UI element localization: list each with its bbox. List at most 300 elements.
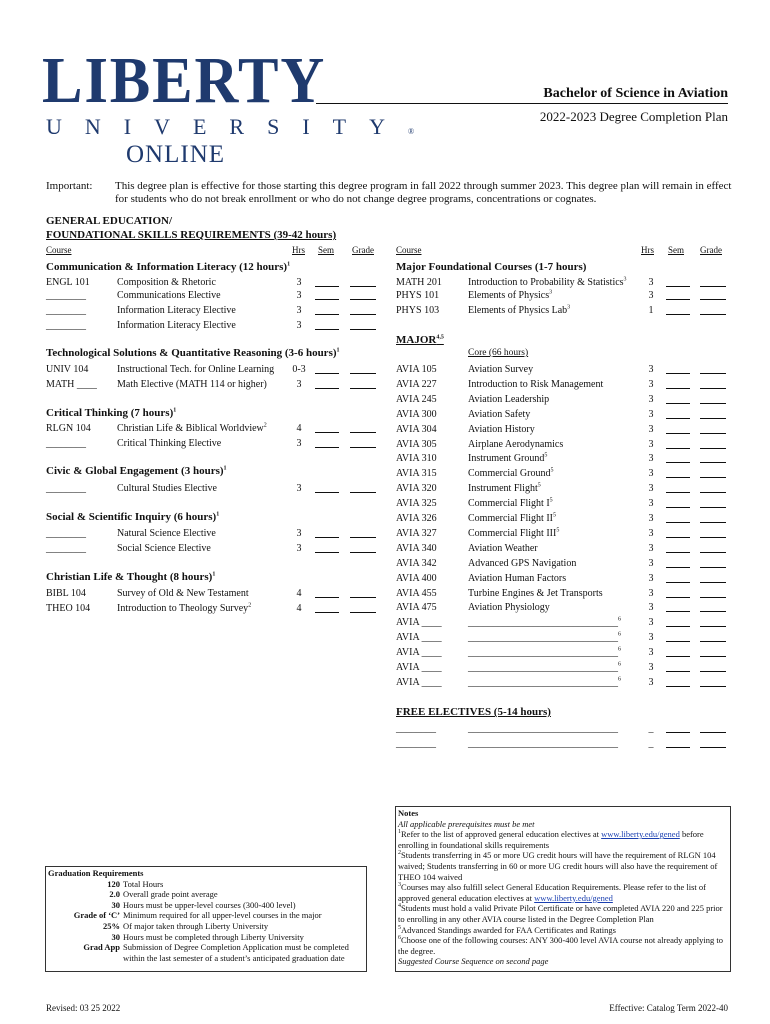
major-course-name-text: Airplane Aerodynamics — [468, 438, 564, 450]
free-elective-grade-field[interactable] — [700, 737, 726, 748]
major-foundational-course-name-text: Elements of Physics Lab — [468, 305, 568, 316]
gen-ed-course-name — [117, 304, 236, 318]
gen-ed-group-heading-text: Social & Scientific Inquiry (6 hours) — [46, 511, 217, 523]
gen-ed-group-heading-footnote-ref: 1 — [287, 261, 291, 268]
gen-ed-grade-field[interactable] — [350, 289, 376, 300]
gen-ed-semester-field[interactable] — [315, 437, 339, 448]
graduation-requirements-box — [45, 866, 367, 972]
major-grade-field[interactable] — [700, 601, 726, 612]
gen-ed-group-heading-text: Technological Solutions & Quantitative Reasoning (3-6 hours) — [46, 347, 337, 359]
major-footnote-ref: 5 — [537, 482, 541, 489]
notes-sequence: Suggested Course Sequence on second page — [398, 956, 549, 967]
major-footnote-ref: 5 — [553, 512, 556, 519]
gen-ed-hours: 3 — [296, 305, 302, 316]
gen-ed-course-name — [117, 482, 217, 496]
major-semester-field[interactable] — [666, 408, 690, 419]
major-course-code: AVIA 342 — [396, 557, 437, 569]
major-grade-field[interactable] — [700, 438, 726, 449]
grad-requirement-value: 120 — [107, 878, 120, 889]
gen-ed-course-name-text: Critical Thinking Elective — [117, 438, 222, 449]
gen-ed-heading-1: GENERAL EDUCATION/ — [46, 215, 173, 227]
major-row — [396, 542, 726, 556]
major-course-name-text: Introduction to Risk Management — [468, 378, 604, 390]
major-hours: 3 — [648, 513, 654, 524]
gen-ed-hours: 3 — [296, 483, 302, 494]
major-grade-field[interactable] — [700, 646, 726, 657]
grad-heading: Graduation Requirements — [48, 868, 144, 878]
gen-ed-course-code: ________ — [46, 290, 86, 301]
major-hours: 3 — [648, 364, 654, 375]
gen-ed-row — [46, 482, 376, 496]
free-elective-row — [396, 722, 726, 736]
major-course-name — [468, 616, 621, 630]
major-grade-field[interactable] — [700, 661, 726, 672]
gen-ed-group-heading — [46, 407, 176, 419]
gen-ed-group-heading-footnote-ref: 1 — [212, 571, 216, 578]
gen-ed-semester-field[interactable] — [315, 482, 339, 493]
major-grade-field[interactable] — [700, 676, 726, 687]
gen-ed-grade-field[interactable] — [350, 437, 376, 448]
major-semester-field[interactable] — [666, 601, 690, 612]
free-elective-semester-field[interactable] — [666, 737, 690, 748]
gen-ed-row — [46, 319, 376, 333]
major-semester-field[interactable] — [666, 631, 690, 642]
major-grade-field[interactable] — [700, 423, 726, 434]
gen-ed-group-heading — [46, 465, 227, 477]
gen-ed-row — [46, 587, 376, 601]
major-semester-field[interactable] — [666, 482, 690, 493]
major-row — [396, 452, 726, 466]
gen-ed-course-name-text: Information Literacy Elective — [117, 320, 236, 331]
major-hours: 3 — [648, 393, 654, 405]
major-row — [396, 363, 726, 377]
major-semester-field[interactable] — [666, 676, 690, 687]
gen-ed-course-code: ________ — [46, 528, 86, 539]
major-semester-field[interactable] — [666, 378, 690, 389]
major-semester-field[interactable] — [666, 423, 690, 434]
major-hours: 3 — [648, 423, 654, 435]
gen-ed-course-code: UNIV 104 — [46, 364, 89, 375]
note-item — [398, 925, 728, 936]
grad-requirement-text: Hours must be completed through Liberty University — [123, 931, 304, 942]
major-hours: 3 — [648, 587, 654, 599]
gen-ed-semester-field[interactable] — [315, 378, 339, 389]
gen-ed-footnote-ref: 2 — [248, 602, 252, 609]
grad-requirement-text: Of major taken through Liberty University — [123, 920, 269, 931]
major-course-name-text: Instrument Ground — [468, 453, 545, 465]
page-subtitle: 2022-2023 Degree Completion Plan — [539, 109, 728, 124]
gen-ed-hours: 0-3 — [292, 364, 306, 375]
gen-ed-group-heading-text: Christian Life & Thought (8 hours) — [46, 571, 213, 583]
major-course-name — [468, 542, 538, 556]
grad-requirement — [48, 879, 364, 890]
important-label: Important: — [46, 180, 93, 192]
gen-ed-footnote-ref: 2 — [263, 422, 267, 429]
major-course-name — [468, 557, 576, 571]
major-grade-field[interactable] — [700, 363, 726, 374]
major-row — [396, 616, 726, 630]
major-course-name-text: Instrument Flight — [468, 483, 538, 495]
gen-ed-course-name-text: Instructional Tech. for Online Learning — [117, 364, 275, 375]
major-course-name — [468, 631, 621, 645]
major-course-code: AVIA ____ — [396, 647, 442, 659]
major-course-code: AVIA 305 — [396, 438, 437, 450]
major-hours: 3 — [648, 498, 654, 510]
gen-ed-hours: 3 — [296, 290, 302, 301]
major-foundational-heading — [396, 261, 586, 273]
major-course-name-text: ______________________________ — [468, 676, 618, 688]
major-semester-field[interactable] — [666, 527, 690, 538]
gen-ed-course-name-text: Introduction to Theology Survey — [117, 603, 249, 614]
major-semester-field[interactable] — [666, 363, 690, 374]
note-number: 2 — [398, 850, 401, 857]
note-number: 4 — [398, 903, 401, 910]
gen-ed-grade-field[interactable] — [350, 482, 376, 493]
grad-requirement-text: Hours must be upper-level courses (300-400 level) — [123, 899, 296, 910]
gen-ed-semester-field[interactable] — [315, 602, 339, 613]
major-grade-field[interactable] — [700, 557, 726, 568]
gen-ed-course-name — [117, 587, 249, 601]
major-hours: 3 — [648, 617, 654, 629]
major-semester-field[interactable] — [666, 512, 690, 523]
major-semester-field[interactable] — [666, 661, 690, 672]
major-course-code: AVIA 327 — [396, 527, 437, 539]
gen-ed-grade-field[interactable] — [350, 319, 376, 330]
grad-requirement — [48, 910, 364, 921]
gened-link[interactable]: www.liberty.edu/gened — [534, 892, 613, 903]
gen-ed-course-code: THEO 104 — [46, 603, 91, 614]
major-footnote-ref: 6 — [618, 661, 621, 668]
gened-link[interactable]: www.liberty.edu/gened — [601, 829, 680, 840]
gen-ed-group-heading-text: Communication & Information Literacy (12 hours) — [46, 261, 288, 273]
major-course-code: AVIA 315 — [396, 468, 437, 480]
gen-ed-course-name-text: Survey of Old & New Testament — [117, 588, 249, 599]
major-foundational-grade-field[interactable] — [700, 289, 726, 300]
major-foundational-course-name — [468, 289, 552, 303]
major-row — [396, 482, 726, 496]
major-foundational-grade-field[interactable] — [700, 304, 726, 315]
gen-ed-group-heading — [46, 347, 340, 359]
grad-requirement-value: Grade of ‘C’ — [73, 910, 120, 921]
major-course-name-text: Commercial Flight I — [468, 498, 550, 510]
major-foundational-course-code: PHYS 103 — [396, 305, 440, 316]
gen-ed-grade-field[interactable] — [350, 422, 376, 433]
major-course-name — [468, 363, 533, 377]
grad-requirement — [48, 932, 364, 943]
major-row — [396, 646, 726, 660]
gen-ed-hours: 3 — [296, 438, 302, 449]
gen-ed-row — [46, 304, 376, 318]
gen-ed-hours: 3 — [296, 320, 302, 331]
gen-ed-course-name-text: Math Elective (MATH 114 or higher) — [117, 379, 267, 390]
note-text: Choose one of the following courses: ANY 300-400 level AVIA course not already applying to the degree. — [398, 935, 723, 956]
logo-registered-mark: ® — [408, 127, 415, 136]
major-hours: 3 — [648, 602, 654, 614]
major-course-code: AVIA 227 — [396, 378, 437, 390]
major-grade-field[interactable] — [700, 497, 726, 508]
major-semester-field[interactable] — [666, 467, 690, 478]
gen-ed-grade-field[interactable] — [350, 276, 376, 287]
gen-ed-course-code: MATH ____ — [46, 379, 97, 390]
col-hrs-left: Hrs — [292, 245, 305, 255]
major-grade-field[interactable] — [700, 631, 726, 642]
logo-online: ONLINE — [126, 141, 226, 168]
gen-ed-row — [46, 276, 376, 290]
note-item — [398, 882, 728, 903]
major-semester-field[interactable] — [666, 557, 690, 568]
major-grade-field[interactable] — [700, 527, 726, 538]
major-hours: 3 — [648, 438, 654, 450]
gen-ed-semester-field[interactable] — [315, 587, 339, 598]
major-course-name — [468, 378, 603, 392]
major-grade-field[interactable] — [700, 467, 726, 478]
major-row — [396, 676, 726, 690]
major-grade-field[interactable] — [700, 393, 726, 404]
notes-items — [398, 829, 728, 956]
major-semester-field[interactable] — [666, 542, 690, 553]
note-number: 5 — [398, 924, 401, 931]
grad-requirement-text: Overall grade point average — [123, 889, 218, 900]
free-elective-course-code: ________ — [396, 738, 436, 749]
major-foundational-row — [396, 276, 726, 290]
major-course-name-text: Aviation Human Factors — [468, 572, 567, 584]
free-elective-grade-field[interactable] — [700, 722, 726, 733]
major-foundational-hours: 3 — [648, 277, 654, 288]
major-semester-field[interactable] — [666, 452, 690, 463]
major-course-name-text: Aviation History — [468, 423, 535, 435]
grad-requirement-text: Submission of Degree Completion Application must be completed within the last semester of a student’s anticipated graduation date — [123, 942, 349, 963]
grad-requirement-text: Total Hours — [123, 878, 164, 889]
major-hours: 3 — [648, 647, 654, 659]
major-foundational-grade-field[interactable] — [700, 276, 726, 287]
gen-ed-group-heading — [46, 571, 215, 583]
gen-ed-group-heading-text: Critical Thinking (7 hours) — [46, 407, 174, 419]
major-hours: 3 — [648, 408, 654, 420]
important-text: This degree plan is effective for those starting this degree program in fall 2022 through summer 2023. This degree plan will remain in effect for students who do not break enrollment or who do not change degree programs, concentrations or cognates. — [115, 180, 732, 205]
major-course-name — [468, 438, 563, 452]
note-text-after: before enrolling in foundational skills requirements — [398, 829, 704, 850]
major-footnote-ref: 6 — [618, 631, 621, 638]
major-row — [396, 497, 726, 511]
major-semester-field[interactable] — [666, 646, 690, 657]
gen-ed-grade-field[interactable] — [350, 304, 376, 315]
gen-ed-semester-field[interactable] — [315, 527, 339, 538]
major-semester-field[interactable] — [666, 572, 690, 583]
major-foundational-hours: 1 — [648, 305, 654, 316]
gen-ed-semester-field[interactable] — [315, 363, 339, 374]
major-row — [396, 601, 726, 615]
major-hours: 3 — [648, 453, 654, 465]
major-course-code: AVIA 326 — [396, 513, 437, 524]
major-row — [396, 661, 726, 675]
major-course-code: AVIA 245 — [396, 393, 437, 405]
gen-ed-course-name — [117, 542, 211, 556]
gen-ed-row — [46, 363, 376, 377]
gen-ed-group-heading-footnote-ref: 1 — [223, 465, 227, 472]
gen-ed-course-name — [117, 602, 251, 616]
major-course-name — [468, 676, 621, 690]
major-foundational-semester-field[interactable] — [666, 304, 690, 315]
major-row — [396, 527, 726, 541]
major-course-name-text: Aviation Safety — [468, 408, 531, 420]
major-semester-field[interactable] — [666, 438, 690, 449]
major-foundational-course-name — [468, 276, 627, 290]
major-foundational-semester-field[interactable] — [666, 289, 690, 300]
gen-ed-course-name — [117, 276, 216, 290]
major-grade-field[interactable] — [700, 616, 726, 627]
gen-ed-course-name — [117, 289, 221, 303]
page-title: Bachelor of Science in Aviation — [543, 86, 728, 101]
major-footnote-ref: 6 — [618, 676, 621, 683]
gen-ed-hours: 4 — [296, 603, 302, 614]
major-foundational-course-name-text: Elements of Physics — [468, 290, 550, 301]
major-course-code: AVIA 400 — [396, 572, 437, 584]
major-course-name-text: ______________________________ — [468, 617, 618, 629]
footer-effective: Effective: Catalog Term 2022-40 — [609, 1003, 728, 1013]
major-course-code: AVIA ____ — [396, 617, 442, 629]
major-course-name-text: Commercial Flight II — [468, 513, 553, 524]
major-course-name — [468, 423, 535, 437]
gen-ed-group-heading — [46, 511, 219, 523]
major-grade-field[interactable] — [700, 572, 726, 583]
gen-ed-semester-field[interactable] — [315, 304, 339, 315]
gen-ed-group-heading-footnote-ref: 1 — [173, 407, 177, 414]
gen-ed-course-name-text: Communications Elective — [117, 290, 221, 301]
gen-ed-semester-field[interactable] — [315, 289, 339, 300]
gen-ed-grade-field[interactable] — [350, 363, 376, 374]
col-hrs-right: Hrs — [641, 245, 654, 255]
gen-ed-row — [46, 527, 376, 541]
major-course-name — [468, 497, 553, 511]
gen-ed-course-name — [117, 319, 236, 333]
note-item — [398, 850, 728, 882]
free-elective-semester-field[interactable] — [666, 722, 690, 733]
grad-requirement — [48, 889, 364, 900]
grad-requirement — [48, 900, 364, 911]
major-course-code: AVIA ____ — [396, 662, 442, 673]
major-grade-field[interactable] — [700, 452, 726, 463]
major-grade-field[interactable] — [700, 542, 726, 553]
free-elective-hours: _ — [648, 738, 654, 749]
gen-ed-semester-field[interactable] — [315, 276, 339, 287]
major-semester-field[interactable] — [666, 616, 690, 627]
note-number: 6 — [398, 935, 401, 942]
major-foundational-footnote-ref: 3 — [549, 289, 553, 296]
major-footnote-ref: 5 — [550, 467, 554, 474]
major-footnote-ref: 5 — [544, 453, 548, 460]
major-course-code: AVIA 304 — [396, 423, 437, 435]
notes-box — [395, 806, 731, 972]
grad-requirement-value: 2.0 — [109, 889, 120, 900]
major-course-code: AVIA 320 — [396, 483, 437, 495]
major-grade-field[interactable] — [700, 408, 726, 419]
major-hours: 3 — [648, 572, 654, 584]
note-text: Advanced Standings awarded for FAA Certificates and Ratings — [401, 924, 616, 935]
major-grade-field[interactable] — [700, 512, 726, 523]
col-sem-right: Sem — [668, 245, 685, 255]
free-elective-course-name — [468, 722, 618, 736]
major-grade-field[interactable] — [700, 482, 726, 493]
major-hours: 3 — [648, 542, 654, 554]
note-text: Refer to the list of approved general education electives at — [401, 829, 602, 840]
major-grade-field[interactable] — [700, 378, 726, 389]
major-course-name — [468, 408, 530, 422]
note-text: Courses may also fulfill select General Education Requirements. Please refer to the list of approved general education electives at — [398, 882, 706, 903]
gen-ed-group-heading-footnote-ref: 1 — [336, 347, 340, 354]
major-course-name-text: ______________________________ — [468, 632, 618, 644]
free-elective-course-code: ________ — [396, 723, 436, 734]
major-course-name-text: Turbine Engines & Jet Transports — [468, 587, 603, 599]
major-hours: 3 — [648, 632, 654, 644]
major-course-name-text: Advanced GPS Navigation — [468, 557, 577, 569]
gen-ed-course-code: ________ — [46, 438, 86, 449]
major-course-code: AVIA 475 — [396, 602, 437, 614]
gen-ed-grade-field[interactable] — [350, 378, 376, 389]
major-course-name — [468, 393, 549, 407]
gen-ed-semester-field[interactable] — [315, 319, 339, 330]
gen-ed-group-heading — [46, 261, 290, 273]
gen-ed-group-heading-footnote-ref: 1 — [216, 511, 220, 518]
major-foundational-row — [396, 304, 726, 318]
major-footnote-ref: 6 — [618, 646, 621, 653]
major-row — [396, 393, 726, 407]
grad-requirement — [48, 942, 364, 963]
major-foundational-footnote-ref: 3 — [567, 304, 571, 311]
major-foundational-course-code: PHYS 101 — [396, 290, 440, 301]
col-sem-left: Sem — [318, 245, 335, 255]
free-elective-course-name-text: ______________________________ — [468, 723, 618, 734]
major-heading-footnote-ref: 4,5 — [436, 334, 444, 341]
gen-ed-course-name — [117, 527, 216, 541]
gen-ed-semester-field[interactable] — [315, 422, 339, 433]
logo-university-text: UNIVERSITY — [46, 114, 408, 139]
major-semester-field[interactable] — [666, 497, 690, 508]
gen-ed-semester-field[interactable] — [315, 542, 339, 553]
gen-ed-grade-field[interactable] — [350, 527, 376, 538]
major-semester-field[interactable] — [666, 587, 690, 598]
major-course-name-text: ______________________________ — [468, 647, 618, 659]
major-foundational-semester-field[interactable] — [666, 276, 690, 287]
gen-ed-hours: 4 — [296, 588, 302, 599]
major-course-name-text: Aviation Physiology — [468, 602, 550, 614]
gen-ed-row — [46, 289, 376, 303]
gen-ed-grade-field[interactable] — [350, 542, 376, 553]
major-course-name — [468, 587, 603, 601]
major-row — [396, 438, 726, 452]
major-course-name — [468, 661, 621, 675]
major-course-name-text: Aviation Leadership — [468, 393, 550, 405]
gen-ed-grade-field[interactable] — [350, 587, 376, 598]
major-foundational-course-name — [468, 304, 570, 318]
col-course-right: Course — [396, 245, 422, 255]
gen-ed-course-code: ________ — [46, 320, 86, 331]
free-elective-course-name-text: ______________________________ — [468, 738, 618, 749]
major-semester-field[interactable] — [666, 393, 690, 404]
major-course-code: AVIA 455 — [396, 587, 437, 599]
major-hours: 3 — [648, 483, 654, 495]
grad-requirement — [48, 921, 364, 932]
gen-ed-grade-field[interactable] — [350, 602, 376, 613]
major-course-name — [468, 572, 566, 586]
free-elective-hours: _ — [648, 723, 654, 734]
note-item — [398, 829, 728, 850]
major-course-name — [468, 646, 621, 660]
major-grade-field[interactable] — [700, 587, 726, 598]
gen-ed-course-name-text: Composition & Rhetoric — [117, 277, 216, 288]
note-text: Students must hold a valid Private Pilot Certificate or have completed AVIA 220 and 225 prior to enrolling in any other AVIA course listed in the Degree Completion Plan — [398, 903, 723, 924]
note-text: Students transferring in 45 or more UG credit hours will have the requirement of RLGN 104 waived; Students transferring in 60 or more UG credit hours will also have the requirement of THEO 104 waived — [398, 850, 718, 882]
major-footnote-ref: 6 — [618, 616, 621, 623]
